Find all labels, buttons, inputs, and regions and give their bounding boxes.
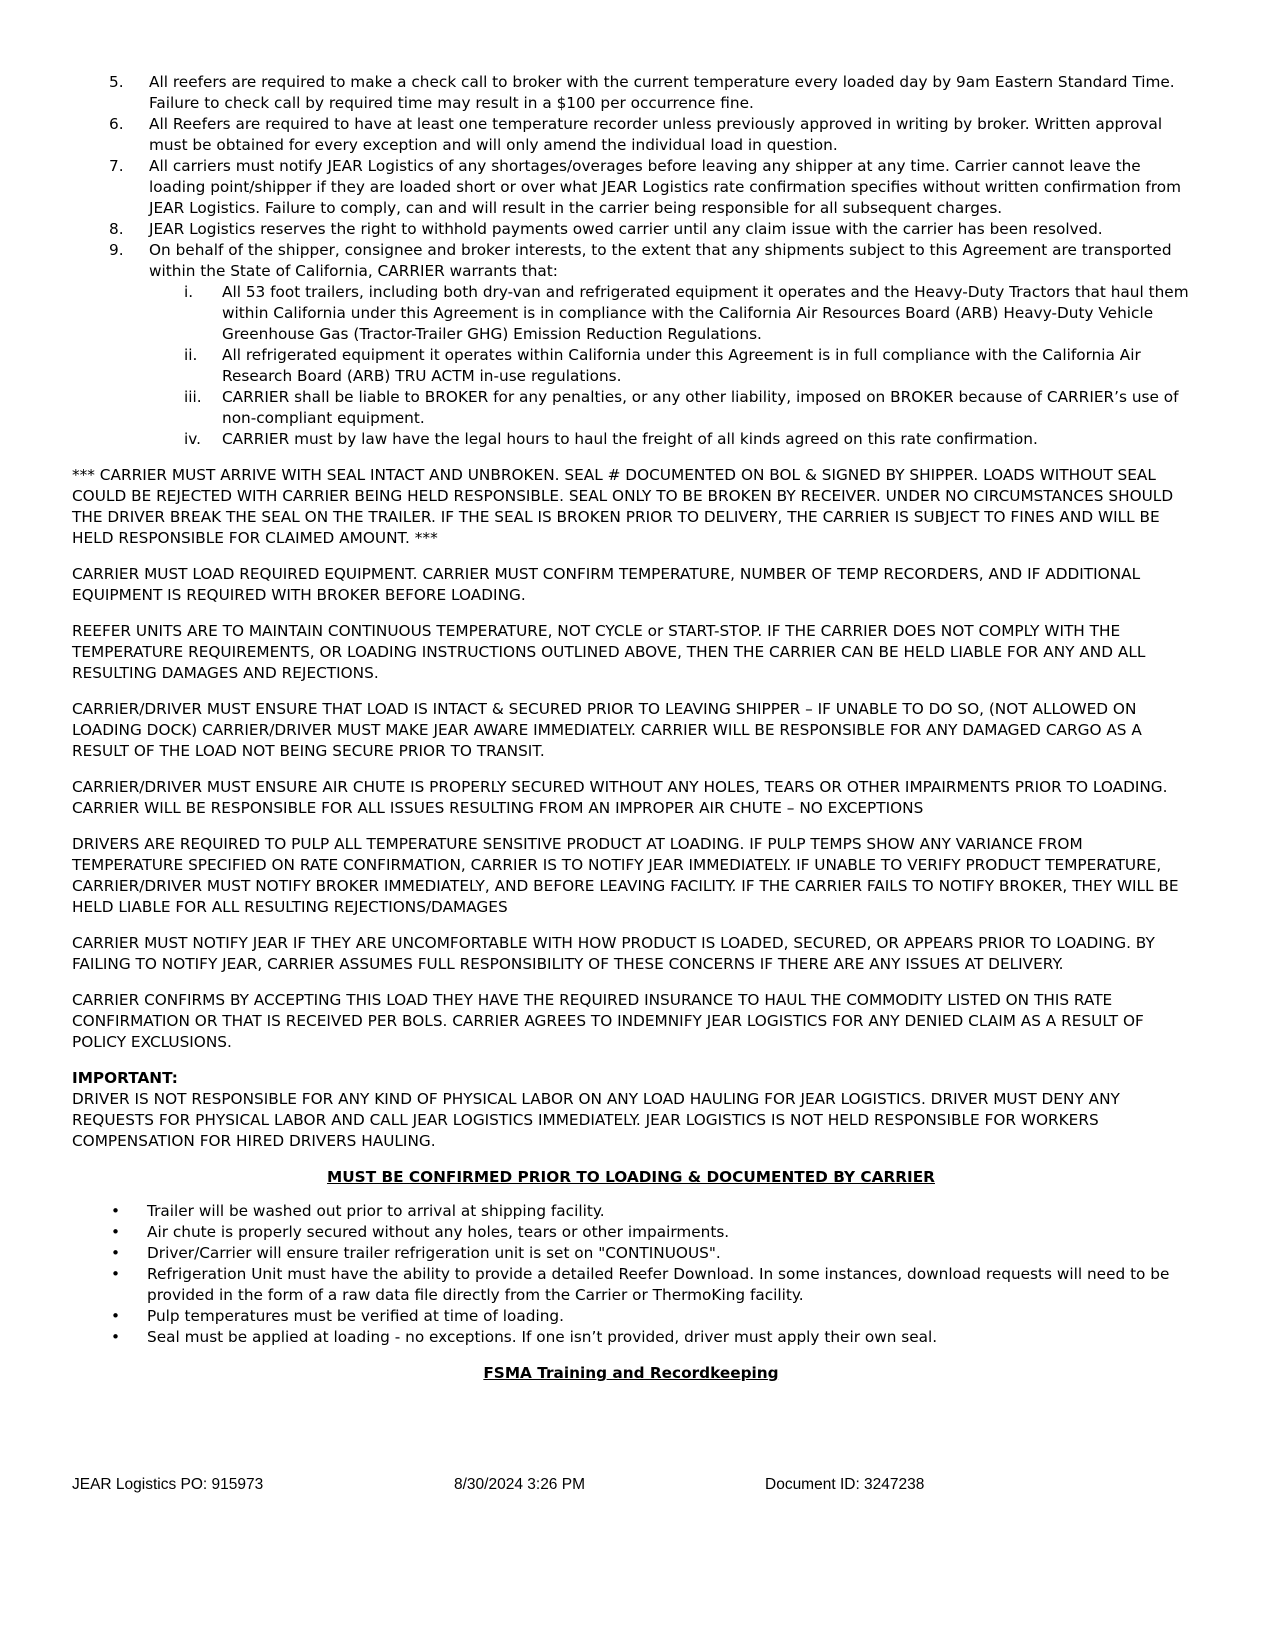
footer-document-id: Document ID: 3247238 xyxy=(765,1476,925,1493)
checklist-item-text: Driver/Carrier will ensure trailer refrigeration unit is set on "CONTINUOUS". xyxy=(147,1244,721,1262)
term-number: 8. xyxy=(109,220,124,238)
warranty-list xyxy=(149,282,1190,450)
term-number: 9. xyxy=(109,241,124,259)
term-text: All carriers must notify JEAR Logistics of any shortages/overages before leaving any shipper at any time. Carrier cannot leave the loading point/shipper if they are loaded short or over what JEAR Logistics rate confirmation specifies without written confirmation from JEAR Logistics. Failure to comply, can and will result in the carrier being responsible for all subsequent charges. xyxy=(149,157,1181,217)
checklist-item-text: Refrigeration Unit must have the ability to provide a detailed Reefer Download. In some instances, download requests will need to be provided in the form of a raw data file directly from the Carrier or ThermoKing facility. xyxy=(147,1265,1170,1304)
warranty-number: i. xyxy=(184,283,194,301)
important-section xyxy=(72,1068,1190,1152)
term-item xyxy=(72,114,1190,156)
page-footer xyxy=(72,1476,1202,1498)
equipment-paragraph: CARRIER MUST LOAD REQUIRED EQUIPMENT. CARRIER MUST CONFIRM TEMPERATURE, NUMBER OF TEMP RECORDERS, AND IF ADDITIONAL EQUIPMENT IS REQUIRED WITH BROKER BEFORE LOADING. xyxy=(72,565,1141,604)
term-text: JEAR Logistics reserves the right to withhold payments owed carrier until any claim issue with the carrier has been resolved. xyxy=(149,220,1103,238)
bullet-icon: • xyxy=(111,1328,121,1346)
warranty-item xyxy=(147,282,1190,345)
air-chute-paragraph: CARRIER/DRIVER MUST ENSURE AIR CHUTE IS PROPERLY SECURED WITHOUT ANY HOLES, TEARS OR OTHER IMPAIRMENTS PRIOR TO LOADING. CARRIER WILL BE RESPONSIBLE FOR ALL ISSUES RESULTING FROM AN IMPROPER AIR CHUTE – NO EXCEPTIONS xyxy=(72,778,1168,817)
term-item xyxy=(72,219,1190,240)
term-number: 7. xyxy=(109,157,124,175)
checklist-item-text: Pulp temperatures must be verified at time of loading. xyxy=(147,1307,564,1325)
important-text: DRIVER IS NOT RESPONSIBLE FOR ANY KIND OF PHYSICAL LABOR ON ANY LOAD HAULING FOR JEAR LOGISTICS. DRIVER MUST DENY ANY REQUESTS FOR PHYSICAL LABOR AND CALL JEAR LOGISTICS IMMEDIATELY. JEAR LOGISTICS IS NOT HELD RESPONSIBLE FOR WORKERS COMPENSATION FOR HIRED DRIVERS HAULING. xyxy=(72,1090,1120,1150)
pulp-temperature-paragraph: DRIVERS ARE REQUIRED TO PULP ALL TEMPERATURE SENSITIVE PRODUCT AT LOADING. IF PULP TEMPS SHOW ANY VARIANCE FROM TEMPERATURE SPECIFIED ON RATE CONFIRMATION, CARRIER IS TO NOTIFY JEAR IMMEDIATELY. IF UNABLE TO VERIFY PRODUCT TEMPERATURE, CARRIER/DRIVER MUST NOTIFY BROKER IMMEDIATELY, AND BEFORE LEAVING FACILITY. IF THE CARRIER FAILS TO NOTIFY BROKER, THEY WILL BE HELD LIABLE FOR ALL RESULTING REJECTIONS/DAMAGES xyxy=(72,835,1179,916)
checklist-item xyxy=(72,1264,1190,1306)
warranty-item xyxy=(147,429,1190,450)
checklist xyxy=(72,1201,1190,1348)
checklist-heading: MUST BE CONFIRMED PRIOR TO LOADING & DOCUMENTED BY CARRIER xyxy=(327,1168,935,1186)
warranty-number: iii. xyxy=(184,388,202,406)
term-number: 6. xyxy=(109,115,124,133)
warranty-item xyxy=(147,387,1190,429)
term-text: All reefers are required to make a check call to broker with the current temperature every loaded day by 9am Eastern Standard Time. Failure to check call by required time may result in a $100 per occurrence fine. xyxy=(149,73,1175,112)
warranty-text: CARRIER shall be liable to BROKER for any penalties, or any other liability, imposed on BROKER because of CARRIER’s use of non-compliant equipment. xyxy=(222,388,1179,427)
checklist-item xyxy=(72,1306,1190,1327)
checklist-item xyxy=(72,1243,1190,1264)
warranty-number: iv. xyxy=(184,430,201,448)
important-heading: IMPORTANT: xyxy=(72,1069,178,1087)
seal-policy-paragraph: *** CARRIER MUST ARRIVE WITH SEAL INTACT AND UNBROKEN. SEAL # DOCUMENTED ON BOL & SIGNED BY SHIPPER. LOADS WITHOUT SEAL COULD BE REJECTED WITH CARRIER BEING HELD RESPONSIBLE. SEAL ONLY TO BE BROKEN BY RECEIVER. UNDER NO CIRCUMSTANCES SHOULD THE DRIVER BREAK THE SEAL ON THE TRAILER. IF THE SEAL IS BROKEN PRIOR TO DELIVERY, THE CARRIER IS SUBJECT TO FINES AND WILL BE HELD RESPONSIBLE FOR CLAIMED AMOUNT. *** xyxy=(72,466,1174,547)
term-item xyxy=(72,72,1190,114)
bullet-icon: • xyxy=(111,1307,121,1325)
checklist-item xyxy=(72,1201,1190,1222)
checklist-item-text: Seal must be applied at loading - no exceptions. If one isn’t provided, driver must apply their own seal. xyxy=(147,1328,938,1346)
bullet-icon: • xyxy=(111,1265,121,1283)
warranty-text: CARRIER must by law have the legal hours to haul the freight of all kinds agreed on this rate confirmation. xyxy=(222,430,1038,448)
term-item xyxy=(72,156,1190,219)
bullet-icon: • xyxy=(111,1202,121,1220)
warranty-text: All refrigerated equipment it operates within California under this Agreement is in full compliance with the California Air Research Board (ARB) TRU ACTM in-use regulations. xyxy=(222,346,1141,385)
insurance-paragraph: CARRIER CONFIRMS BY ACCEPTING THIS LOAD THEY HAVE THE REQUIRED INSURANCE TO HAUL THE COMMODITY LISTED ON THIS RATE CONFIRMATION OR THAT IS RECEIVED PER BOLS. CARRIER AGREES TO INDEMNIFY JEAR LOGISTICS FOR ANY DENIED CLAIM AS A RESULT OF POLICY EXCLUSIONS. xyxy=(72,991,1144,1051)
term-number: 5. xyxy=(109,73,124,91)
warranty-number: ii. xyxy=(184,346,198,364)
warranty-text: All 53 foot trailers, including both dry-van and refrigerated equipment it operates and the Heavy-Duty Tractors that haul them within California under this Agreement is in compliance with the California Air Resources Board (ARB) Heavy-Duty Vehicle Greenhouse Gas (Tractor-Trailer GHG) Emission Reduction Regulations. xyxy=(222,283,1189,343)
checklist-item-text: Trailer will be washed out prior to arrival at shipping facility. xyxy=(147,1202,605,1220)
checklist-item-text: Air chute is properly secured without any holes, tears or other impairments. xyxy=(147,1223,730,1241)
checklist-item xyxy=(72,1327,1190,1348)
term-text: All Reefers are required to have at least one temperature recorder unless previously approved in writing by broker. Written approval must be obtained for every exception and will only amend the individual load in question. xyxy=(149,115,1163,154)
bullet-icon: • xyxy=(111,1223,121,1241)
document-page xyxy=(72,72,1190,1384)
load-secured-paragraph: CARRIER/DRIVER MUST ENSURE THAT LOAD IS INTACT & SECURED PRIOR TO LEAVING SHIPPER – IF UNABLE TO DO SO, (NOT ALLOWED ON LOADING DOCK) CARRIER/DRIVER MUST MAKE JEAR AWARE IMMEDIATELY. CARRIER WILL BE RESPONSIBLE FOR ANY DAMAGED CARGO AS A RESULT OF THE LOAD NOT BEING SECURE PRIOR TO TRANSIT. xyxy=(72,700,1142,760)
warranty-item xyxy=(147,345,1190,387)
notify-jear-paragraph: CARRIER MUST NOTIFY JEAR IF THEY ARE UNCOMFORTABLE WITH HOW PRODUCT IS LOADED, SECURED, OR APPEARS PRIOR TO LOADING. BY FAILING TO NOTIFY JEAR, CARRIER ASSUMES FULL RESPONSIBILITY OF THESE CONCERNS IF THERE ARE ANY ISSUES AT DELIVERY. xyxy=(72,934,1155,973)
term-text: On behalf of the shipper, consignee and broker interests, to the extent that any shipments subject to this Agreement are transported within the State of California, CARRIER warrants that: xyxy=(149,241,1172,280)
checklist-item xyxy=(72,1222,1190,1243)
terms-list xyxy=(72,72,1190,450)
footer-po-number: JEAR Logistics PO: 915973 xyxy=(72,1476,264,1493)
term-item xyxy=(72,240,1190,450)
fsma-heading: FSMA Training and Recordkeeping xyxy=(483,1364,779,1382)
footer-datetime: 8/30/2024 3:26 PM xyxy=(454,1476,585,1493)
bullet-icon: • xyxy=(111,1244,121,1262)
reefer-units-paragraph: REEFER UNITS ARE TO MAINTAIN CONTINUOUS TEMPERATURE, NOT CYCLE or START-STOP. IF THE CARRIER DOES NOT COMPLY WITH THE TEMPERATURE REQUIREMENTS, OR LOADING INSTRUCTIONS OUTLINED ABOVE, THEN THE CARRIER CAN BE HELD LIABLE FOR ANY AND ALL RESULTING DAMAGES AND REJECTIONS. xyxy=(72,622,1146,682)
